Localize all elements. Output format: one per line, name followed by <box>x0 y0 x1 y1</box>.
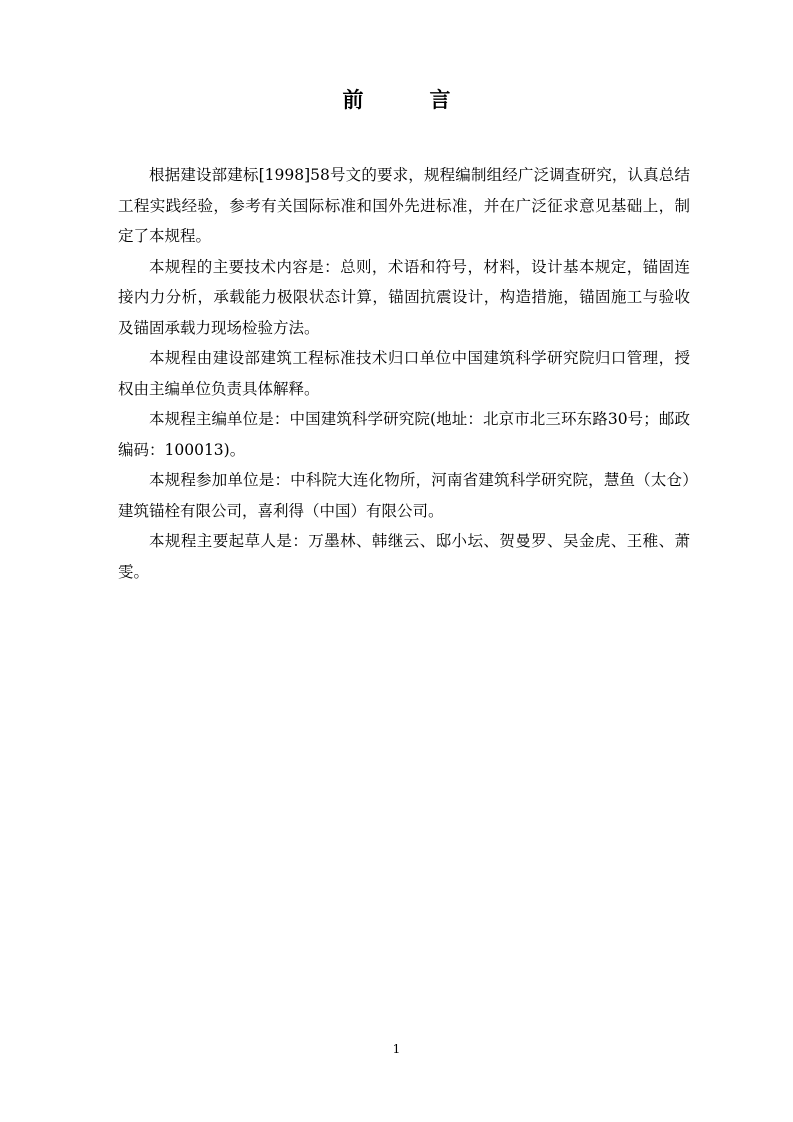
paragraph-chief-editor: 本规程主编单位是：中国建筑科学研究院(地址：北京市北三环东路30号；邮政编码：100013)。 <box>118 410 690 459</box>
title-char-1: 前 <box>342 87 364 112</box>
page-title <box>0 84 793 114</box>
paragraph-task-basis: 根据建设部建标[1998]58号文的要求，规程编制组经广泛调查研究，认真总结工程实践经验，参考有关国际标准和国外先进标准，并在广泛征求意见基础上，制定了本规程。 <box>118 166 690 245</box>
page-number: 1 <box>392 1042 401 1056</box>
paragraph-participants: 本规程参加单位是：中科院大连化物所，河南省建筑科学研究院，慧鱼（太仓）建筑锚栓有限公司，喜利得（中国）有限公司。 <box>118 471 690 520</box>
title-char-2: 言 <box>429 87 451 112</box>
paragraph-management: 本规程由建设部建筑工程标准技术归口单位中国建筑科学研究院归口管理，授权由主编单位负责具体解释。 <box>118 349 690 398</box>
paragraph-drafters: 本规程主要起草人是：万墨林、韩继云、邸小坛、贺曼罗、吴金虎、王稚、萧雯。 <box>118 532 690 581</box>
paragraph-main-content: 本规程的主要技术内容是：总则，术语和符号，材料，设计基本规定，锚固连接内力分析，承载能力极限状态计算，锚固抗震设计，构造措施，锚固施工与验收及锚固承载力现场检验方法。 <box>118 257 690 337</box>
preface-body <box>118 160 690 587</box>
